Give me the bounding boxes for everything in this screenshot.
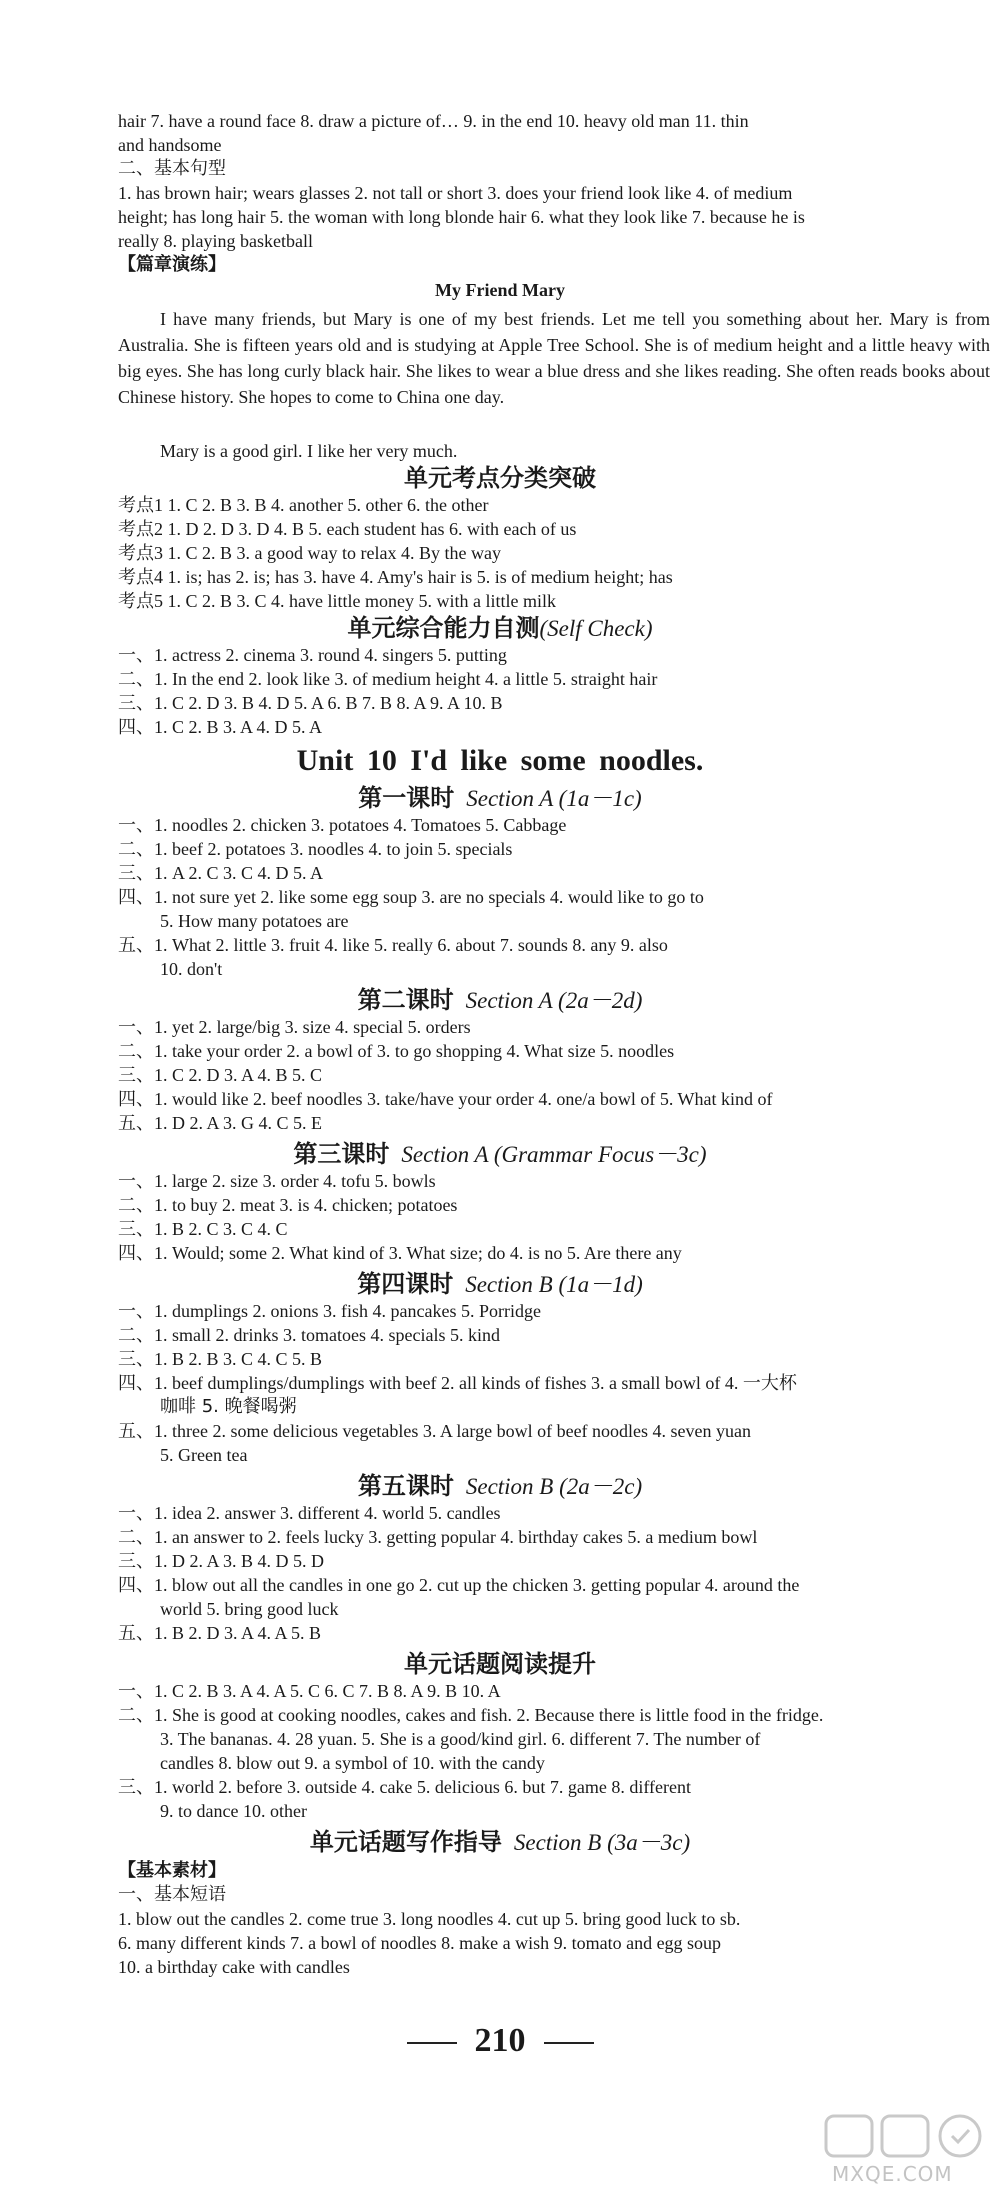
lesson4-heading — [0, 1268, 1000, 1301]
answer-row: 二、1. to buy 2. meat 3. is 4. chicken; potatoes — [118, 1195, 458, 1215]
answer-row: 一、1. yet 2. large/big 3. size 4. special 5. orders — [118, 1017, 471, 1037]
watermark-icon — [822, 2108, 992, 2164]
lesson2-heading — [0, 984, 1000, 1017]
essay-paragraph — [118, 306, 990, 410]
heading-zh: 第三课时 — [293, 1140, 390, 1168]
answer-row: 五、1. D 2. A 3. G 4. C 5. E — [118, 1113, 323, 1133]
text-line: height; has long hair 5. the woman with long blonde hair 6. what they look like 7. because he is — [118, 207, 805, 227]
answer-row: 5. How many potatoes are — [160, 911, 349, 931]
answer-row: world 5. bring good luck — [160, 1599, 339, 1619]
answer-row: 6. many different kinds 7. a bowl of noodles 8. make a wish 9. tomato and egg soup — [118, 1933, 722, 1953]
dash-left — [407, 2042, 457, 2044]
text-line: really 8. playing basketball — [118, 231, 313, 251]
answer-row: 二、1. small 2. drinks 3. tomatoes 4. specials 5. kind — [118, 1325, 500, 1345]
heading-en: Section A (2a－2d) — [465, 988, 643, 1013]
watermark-text: MXQE.COM — [832, 2162, 953, 2186]
lesson3-heading — [0, 1138, 1000, 1171]
heading-en: Section A (1a－1c) — [466, 786, 642, 811]
answer-row: 一、1. actress 2. cinema 3. round 4. singers 5. putting — [118, 645, 507, 665]
answer-row: 一、1. idea 2. answer 3. different 4. world 5. candles — [118, 1503, 501, 1523]
answer-row: 一、1. noodles 2. chicken 3. potatoes 4. Tomatoes 5. Cabbage — [118, 815, 567, 835]
answer-row: 五、1. B 2. D 3. A 4. A 5. B — [118, 1623, 322, 1643]
answer-row: 10. don't — [160, 959, 223, 979]
answer-row: 三、1. B 2. C 3. C 4. C — [118, 1219, 288, 1239]
heading-zh: 第一课时 — [358, 784, 455, 812]
answer-row: 四、1. would like 2. beef noodles 3. take/have your order 4. one/a bowl of 5. What kind of — [118, 1089, 773, 1109]
writing-heading — [0, 1826, 1000, 1859]
answer-row: 10. a birthday cake with candles — [118, 1957, 350, 1977]
answer-row: 二、1. take your order 2. a bowl of 3. to go shopping 4. What size 5. noodles — [118, 1041, 675, 1061]
section-label: 【基本素材】 — [118, 1860, 226, 1881]
answer-row: 9. to dance 10. other — [160, 1801, 307, 1821]
essay-title: My Friend Mary — [435, 280, 565, 300]
heading-zh: 第四课时 — [357, 1270, 454, 1298]
heading-en: Section A (Grammar Focus－3c) — [401, 1142, 707, 1167]
section-label: 一、基本短语 — [118, 1884, 226, 1905]
heading-zh: 单元综合能力自测 — [347, 614, 540, 642]
kaodian-row: 考点1 1. C 2. B 3. B 4. another 5. other 6. the other — [118, 495, 489, 515]
answer-row: 四、1. C 2. B 3. A 4. D 5. A — [118, 717, 323, 737]
answer-row: 三、1. A 2. C 3. C 4. D 5. A — [118, 863, 324, 883]
heading-en: Section B (3a－3c) — [513, 1830, 691, 1855]
heading-zh: 第五课时 — [357, 1472, 454, 1500]
answer-row: candles 8. blow out 9. a symbol of 10. with the candy — [160, 1753, 545, 1773]
answer-row: 四、1. not sure yet 2. like some egg soup 3. are no specials 4. would like to go to — [118, 887, 704, 907]
page-number-text: 210 — [474, 2022, 526, 2059]
unit-title: Unit 10 I'd like some noodles. — [296, 744, 704, 777]
watermark-logo — [822, 2108, 992, 2188]
section-label: 二、基本句型 — [118, 158, 226, 179]
text-line: 1. has brown hair; wears glasses 2. not tall or short 3. does your friend look like 4. of medium — [118, 183, 793, 203]
kaodian-row: 考点3 1. C 2. B 3. a good way to relax 4. By the way — [118, 543, 501, 563]
answer-row: 咖啡 5. 晚餐喝粥 — [160, 1396, 297, 1417]
answer-row: 1. blow out the candles 2. come true 3. long noodles 4. cut up 5. bring good luck to sb. — [118, 1909, 741, 1929]
page-number — [0, 2022, 1000, 2060]
answer-row: 5. Green tea — [160, 1445, 248, 1465]
answer-row: 三、1. B 2. B 3. C 4. C 5. B — [118, 1349, 323, 1369]
dash-right — [544, 2042, 594, 2044]
answer-row: 二、1. In the end 2. look like 3. of medium height 4. a little 5. straight hair — [118, 669, 658, 689]
answer-row: 一、1. dumplings 2. onions 3. fish 4. pancakes 5. Porridge — [118, 1301, 541, 1321]
essay-paragraph-1: I have many friends, but Mary is one of my best friends. Let me tell you something about her. Mary is from Australia. She is fifteen years old and is studying at Apple Tree School. She is of medium height and a little heavy with big eyes. She has long curly black hair. She likes to wear a blue dress and she likes reading. She often reads books about Chinese history. She hopes to come to China one day. — [118, 309, 990, 407]
answer-row: 四、1. beef dumplings/dumplings with beef 2. all kinds of fishes 3. a small bowl of 4. 一大杯 — [118, 1373, 797, 1393]
answer-row: 三、1. C 2. D 3. A 4. B 5. C — [118, 1065, 323, 1085]
heading-en: (Self Check) — [539, 616, 653, 641]
heading-zh: 单元话题阅读提升 — [404, 1650, 596, 1678]
answer-row: 二、1. She is good at cooking noodles, cakes and fish. 2. Because there is little food in the fridge. — [118, 1705, 824, 1725]
text-line: hair 7. have a round face 8. draw a picture of… 9. in the end 10. heavy old man 11. thin — [118, 111, 749, 131]
answer-row: 三、1. C 2. D 3. B 4. D 5. A 6. B 7. B 8. A 9. A 10. B — [118, 693, 503, 713]
text-line: and handsome — [118, 135, 222, 155]
kaodian-row: 考点4 1. is; has 2. is; has 3. have 4. Amy's hair is 5. is of medium height; has — [118, 567, 673, 587]
answer-row: 3. The bananas. 4. 28 yuan. 5. She is a good/kind girl. 6. different 7. The number of — [160, 1729, 761, 1749]
reading-heading — [0, 1648, 1000, 1681]
answer-row: 三、1. world 2. before 3. outside 4. cake 5. delicious 6. but 7. game 8. different — [118, 1777, 692, 1797]
section-label: 【篇章演练】 — [118, 254, 226, 275]
answer-row: 一、1. large 2. size 3. order 4. tofu 5. bowls — [118, 1171, 436, 1191]
essay-paragraph-2: Mary is a good girl. I like her very much. — [160, 441, 458, 461]
answer-row: 一、1. C 2. B 3. A 4. A 5. C 6. C 7. B 8. A 9. B 10. A — [118, 1681, 501, 1701]
answer-row: 二、1. beef 2. potatoes 3. noodles 4. to join 5. specials — [118, 839, 513, 859]
kaodian-row: 考点5 1. C 2. B 3. C 4. have little money 5. with a little milk — [118, 591, 556, 611]
heading-en: Section B (1a－1d) — [465, 1272, 643, 1297]
answer-row: 五、1. What 2. little 3. fruit 4. like 5. really 6. about 7. sounds 8. any 9. also — [118, 935, 668, 955]
kaodian-row: 考点2 1. D 2. D 3. D 4. B 5. each student has 6. with each of us — [118, 519, 577, 539]
heading-zh: 第二课时 — [357, 986, 454, 1014]
answer-row: 三、1. D 2. A 3. B 4. D 5. D — [118, 1551, 325, 1571]
lesson1-heading — [0, 782, 1000, 815]
kaodian-heading — [0, 462, 1000, 495]
heading-zh: 单元考点分类突破 — [404, 464, 596, 492]
heading-zh: 单元话题写作指导 — [309, 1828, 502, 1856]
answer-row: 五、1. three 2. some delicious vegetables 3. A large bowl of beef noodles 4. seven yuan — [118, 1421, 752, 1441]
heading-en: Section B (2a－2c) — [465, 1474, 643, 1499]
answer-row: 二、1. an answer to 2. feels lucky 3. getting popular 4. birthday cakes 5. a medium bowl — [118, 1527, 758, 1547]
lesson5-heading — [0, 1470, 1000, 1503]
selfcheck-heading — [0, 612, 1000, 645]
answer-row: 四、1. Would; some 2. What kind of 3. What size; do 4. is no 5. Are there any — [118, 1243, 682, 1263]
answer-row: 四、1. blow out all the candles in one go 2. cut up the chicken 3. getting popular 4. around the — [118, 1575, 800, 1595]
